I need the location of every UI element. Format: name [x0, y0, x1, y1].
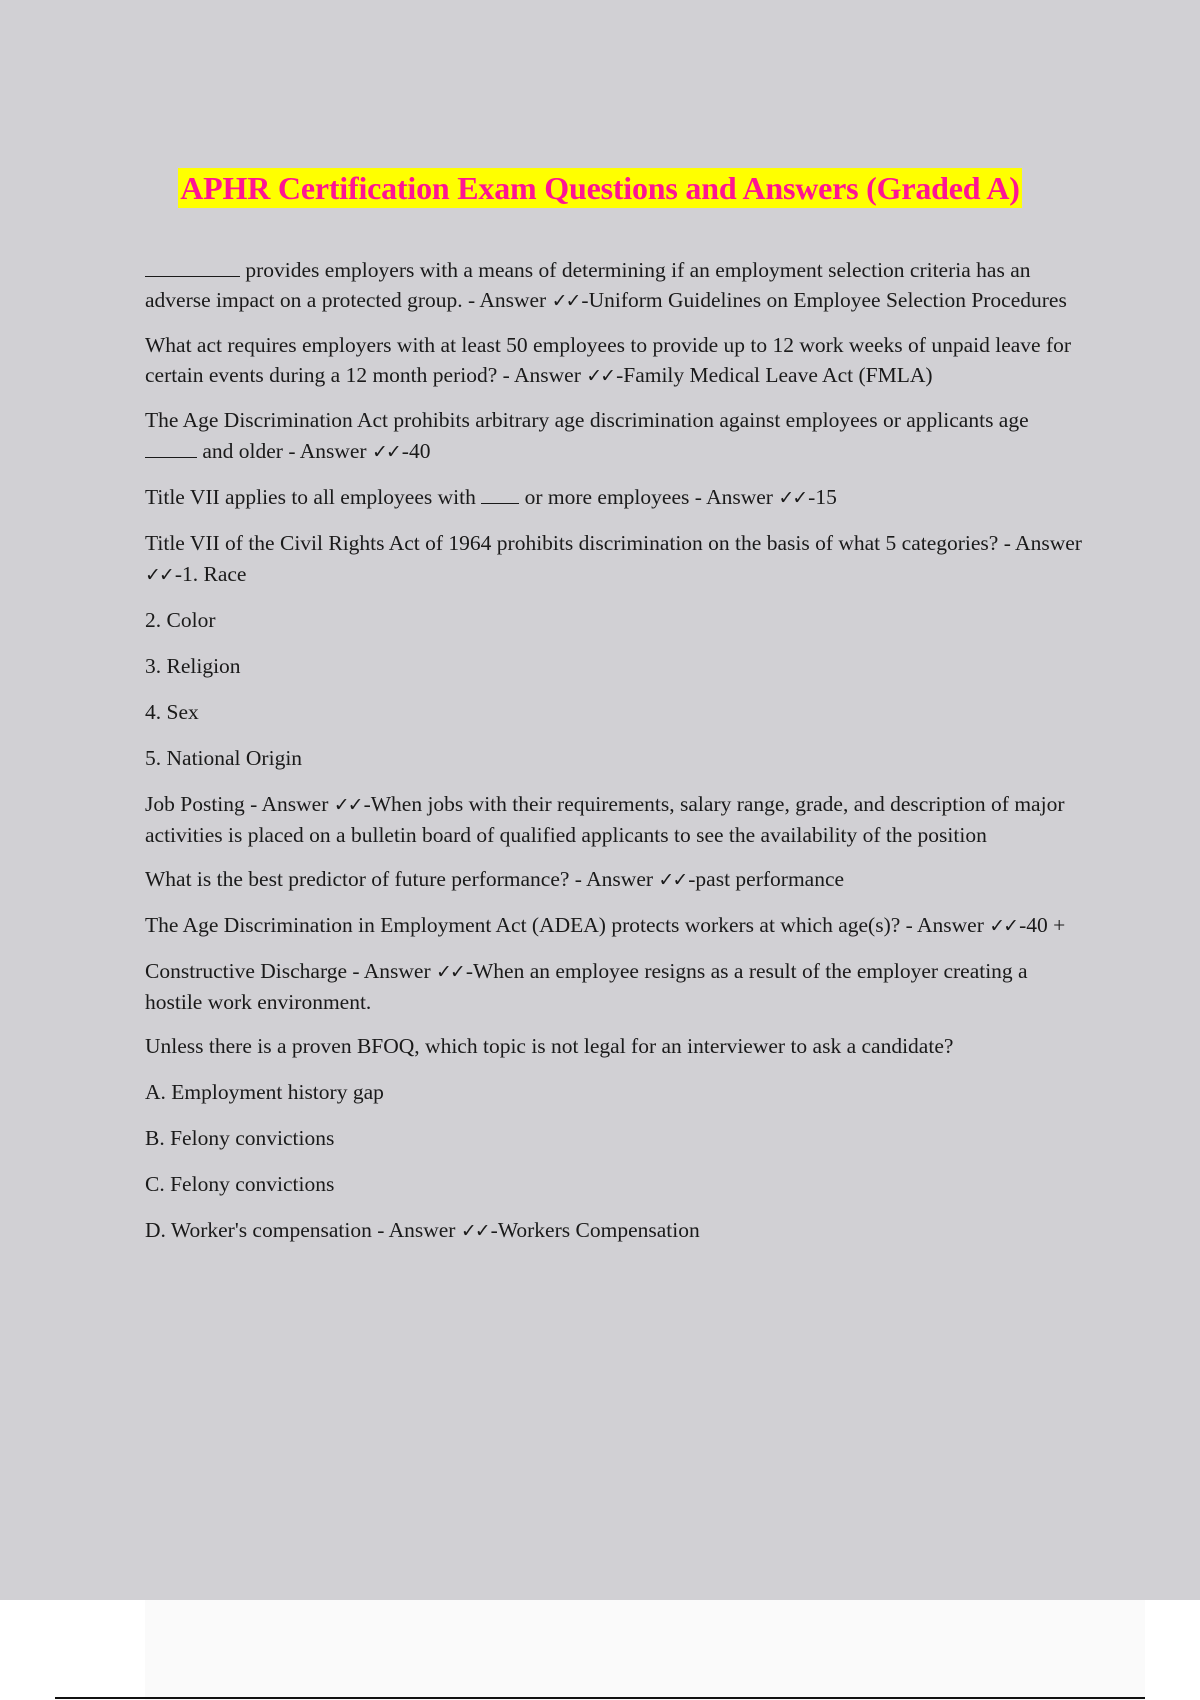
category-item: 3. Religion [145, 654, 241, 678]
answer-text: -past performance [688, 867, 845, 891]
document-title: APHR Certification Exam Questions and Answers (Graded A) [180, 170, 1020, 206]
category-item: 5. National Origin [145, 746, 303, 770]
answer-text: -Family Medical Leave Act (FMLA) [616, 363, 933, 387]
bfoq-question: Unless there is a proven BFOQ, which topic is not legal for an interviewer to ask a candidate? [145, 1034, 954, 1058]
option-item: A. Employment history gap [145, 1080, 384, 1104]
fill-in-blank [145, 437, 197, 458]
category-item: 4. Sex [145, 700, 199, 724]
fill-in-blank [481, 483, 519, 504]
question-text: and older - Answer [197, 439, 372, 463]
question-text: or more employees - Answer [519, 485, 779, 509]
option-item: C. Felony convictions [145, 1172, 335, 1196]
question-text: What is the best predictor of future performance? - Answer [145, 867, 659, 891]
double-check-icon: ✓✓ [436, 961, 464, 983]
answer-text: -40 [401, 439, 431, 463]
qa-item [145, 405, 1085, 468]
question-text: The Age Discrimination in Employment Act (ADEA) protects workers at which age(s)? - Answer [145, 913, 990, 937]
answer-text: -40 + [1019, 913, 1066, 937]
qa-item [145, 528, 1085, 591]
qa-item [145, 482, 1085, 514]
qa-item [145, 910, 1085, 942]
question-text: Job Posting - Answer [145, 792, 334, 816]
qa-item [145, 255, 1085, 316]
double-check-icon: ✓✓ [333, 794, 362, 816]
title-container [0, 168, 1200, 208]
option-text: D. Worker's compensation - Answer [145, 1218, 461, 1242]
question-text: The Age Discrimination Act prohibits arbitrary age discrimination against employees or applicants age [145, 408, 1029, 432]
next-page-preview [145, 1600, 1145, 1700]
double-check-icon: ✓✓ [989, 915, 1018, 937]
double-check-icon: ✓✓ [371, 441, 400, 463]
question-text: provides employers with a means of determining if an employment selection criteria has an adverse impact on a protected group. - Answer [145, 258, 1031, 312]
answer-text: -Workers Compensation [490, 1218, 700, 1242]
answer-text: -When an employee resigns as a result of the employer creating a hostile work environment. [145, 959, 1028, 1014]
document-body [145, 255, 1085, 1262]
double-check-icon: ✓✓ [778, 487, 807, 509]
question-text: What act requires employers with at least 50 employees to provide up to 12 work weeks of unpaid leave for certain events during a 12 month period? - Answer [145, 333, 1072, 387]
footer-divider [55, 1697, 1145, 1699]
qa-item [145, 789, 1085, 850]
answer-text: -1. Race [174, 562, 247, 586]
category-item: 2. Color [145, 608, 216, 632]
question-text: Title VII applies to all employees with [145, 485, 482, 509]
double-check-icon: ✓✓ [145, 564, 173, 586]
question-text: Constructive Discharge - Answer [145, 959, 436, 983]
qa-item [145, 330, 1085, 391]
qa-item [145, 956, 1085, 1017]
double-check-icon: ✓✓ [586, 365, 615, 387]
fill-in-blank [145, 256, 240, 277]
answer-text: -When jobs with their requirements, salary range, grade, and description of major activities is placed on a bulletin board of qualified applicants to see the availability of the position [145, 792, 1065, 847]
double-check-icon: ✓✓ [460, 1220, 489, 1242]
double-check-icon: ✓✓ [551, 290, 580, 312]
question-text: Title VII of the Civil Rights Act of 1964 prohibits discrimination on the basis of what 5 categories? - Answer [145, 531, 1082, 555]
qa-item [145, 864, 1085, 896]
option-item [145, 1215, 1085, 1247]
double-check-icon: ✓✓ [658, 869, 687, 891]
answer-text: -15 [808, 485, 837, 509]
answer-text: -Uniform Guidelines on Employee Selection Procedures [581, 288, 1067, 312]
option-item: B. Felony convictions [145, 1126, 335, 1150]
